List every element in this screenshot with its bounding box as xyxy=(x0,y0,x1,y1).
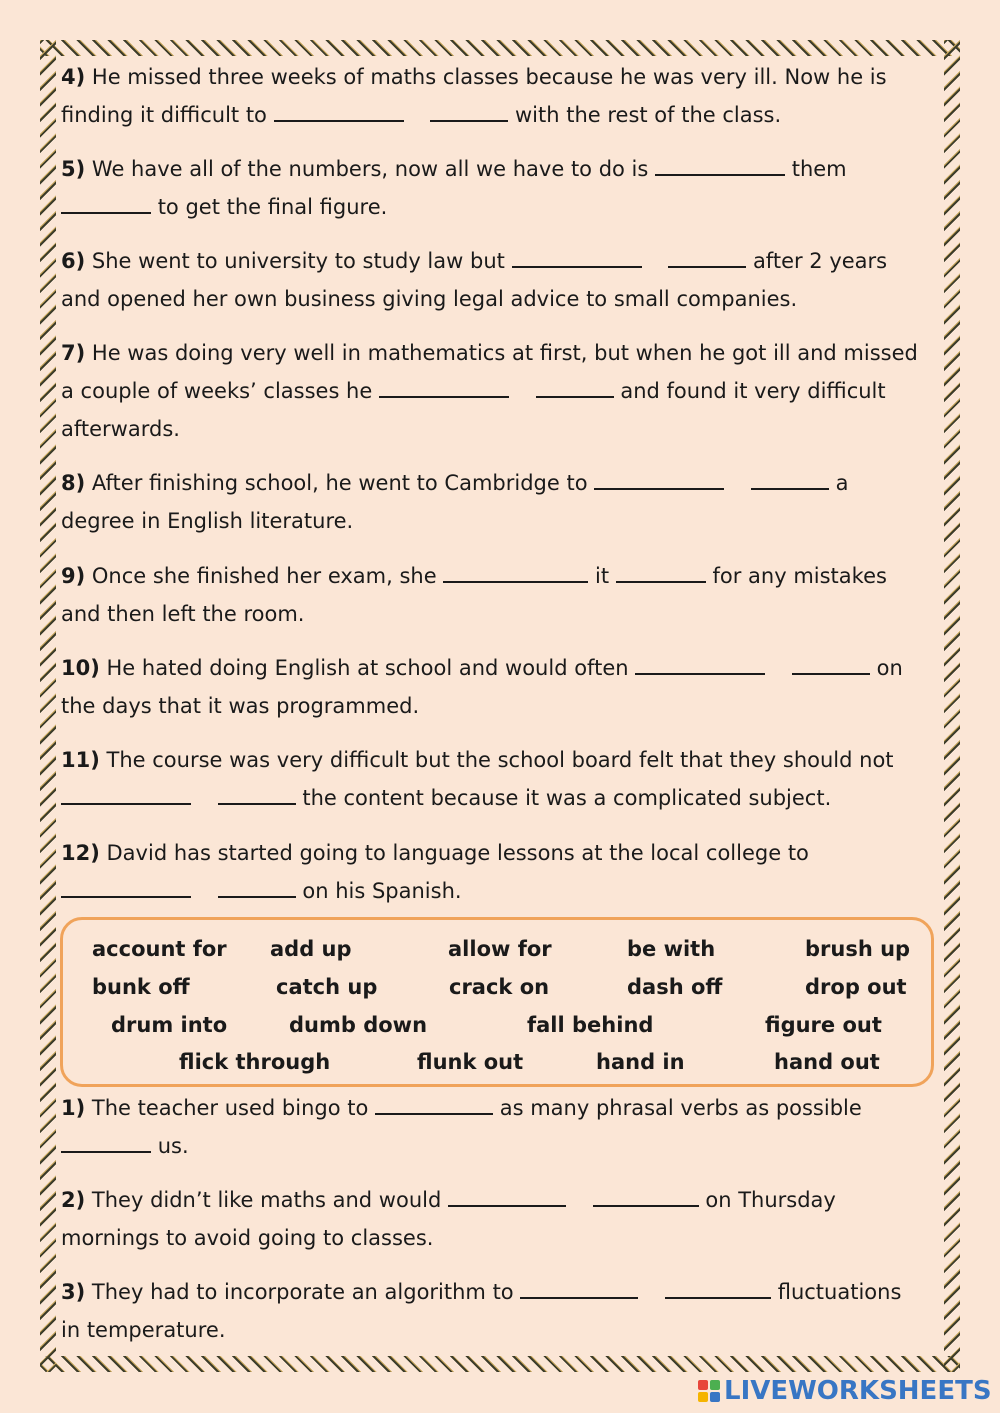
word-bank-item: bunk off xyxy=(92,975,190,999)
word-bank-item: brush up xyxy=(805,937,911,961)
word-bank-item: be with xyxy=(627,937,716,961)
decorative-border-right xyxy=(944,40,960,1372)
question-4: 4) He missed three weeks of maths classes because he was very ill. Now he is finding it difficult to with the rest of the class. xyxy=(61,65,887,127)
question-8: 8) After finishing school, he went to Cambridge to a degree in English literature. xyxy=(61,464,941,540)
answer-blank[interactable] xyxy=(536,374,614,398)
answer-blank[interactable] xyxy=(751,466,829,490)
question-1: 1) The teacher used bingo to as many phrasal verbs as possible us. xyxy=(61,1089,941,1165)
answer-blank[interactable] xyxy=(218,874,296,898)
answer-blank[interactable] xyxy=(792,651,870,675)
word-bank-item: drop out xyxy=(805,975,907,999)
word-bank-item: fall behind xyxy=(527,1013,654,1037)
word-bank-item: hand out xyxy=(774,1050,880,1074)
word-bank-item: flunk out xyxy=(417,1050,524,1074)
answer-blank[interactable] xyxy=(61,781,191,805)
word-bank-item: catch up xyxy=(276,975,378,999)
question-6: 6) She went to university to study law but after 2 years and opened her own business giving legal advice to small companies. xyxy=(61,242,941,318)
liveworksheets-logo[interactable] xyxy=(698,1376,992,1406)
question-12: 12) David has started going to language lessons at the local college to on his Spanish. xyxy=(61,841,809,903)
question-11: 11) The course was very difficult but the school board felt that they should not the content because it was a complicated subject. xyxy=(61,748,894,810)
answer-blank[interactable] xyxy=(61,874,191,898)
word-bank-item: dash off xyxy=(627,975,723,999)
answer-blank[interactable] xyxy=(218,781,296,805)
logo-icon xyxy=(698,1380,720,1402)
question-number: 4) xyxy=(61,65,86,89)
question-10: 10) He hated doing English at school and would often on the days that it was programmed. xyxy=(61,649,941,725)
answer-blank[interactable] xyxy=(520,1275,638,1299)
answer-blank[interactable] xyxy=(375,1091,493,1115)
decorative-border-bottom xyxy=(40,1356,960,1372)
answer-blank[interactable] xyxy=(593,1183,699,1207)
answer-blank[interactable] xyxy=(61,1129,151,1153)
question-9: 9) Once she finished her exam, she it for any mistakes and then left the room. xyxy=(61,557,941,633)
decorative-border-top xyxy=(40,40,960,56)
question-2: 2) They didn’t like maths and would on Thursday mornings to avoid going to classes. xyxy=(61,1181,941,1257)
answer-blank[interactable] xyxy=(655,152,785,176)
question-3: 3) They had to incorporate an algorithm to fluctuations in temperature. xyxy=(61,1273,941,1349)
word-bank-item: hand in xyxy=(596,1050,685,1074)
word-bank-item: figure out xyxy=(765,1013,882,1037)
answer-blank[interactable] xyxy=(512,244,642,268)
answer-blank[interactable] xyxy=(665,1275,771,1299)
answer-blank[interactable] xyxy=(443,559,588,583)
word-bank-item: allow for xyxy=(448,937,552,961)
answer-blank[interactable] xyxy=(61,190,151,214)
word-bank-item: crack on xyxy=(449,975,550,999)
word-bank-item: add up xyxy=(270,937,352,961)
word-bank-item: account for xyxy=(92,937,227,961)
answer-blank[interactable] xyxy=(379,374,509,398)
answer-blank[interactable] xyxy=(594,466,724,490)
logo-text: LIVEWORKSHEETS xyxy=(724,1376,992,1406)
answer-blank[interactable] xyxy=(448,1183,566,1207)
answer-blank[interactable] xyxy=(635,651,765,675)
answer-blank[interactable] xyxy=(430,98,508,122)
decorative-border-left xyxy=(40,40,56,1372)
answer-blank[interactable] xyxy=(668,244,746,268)
question-5: 5) We have all of the numbers, now all we have to do is them to get the final figure. xyxy=(61,150,941,226)
word-bank-item: dumb down xyxy=(289,1013,428,1037)
answer-blank[interactable] xyxy=(616,559,706,583)
question-7: 7) He was doing very well in mathematics at first, but when he got ill and missed a couple of weeks’ classes he and found it very difficult afterwards. xyxy=(61,341,918,441)
answer-blank[interactable] xyxy=(274,98,404,122)
word-bank-item: flick through xyxy=(179,1050,331,1074)
word-bank-item: drum into xyxy=(111,1013,228,1037)
